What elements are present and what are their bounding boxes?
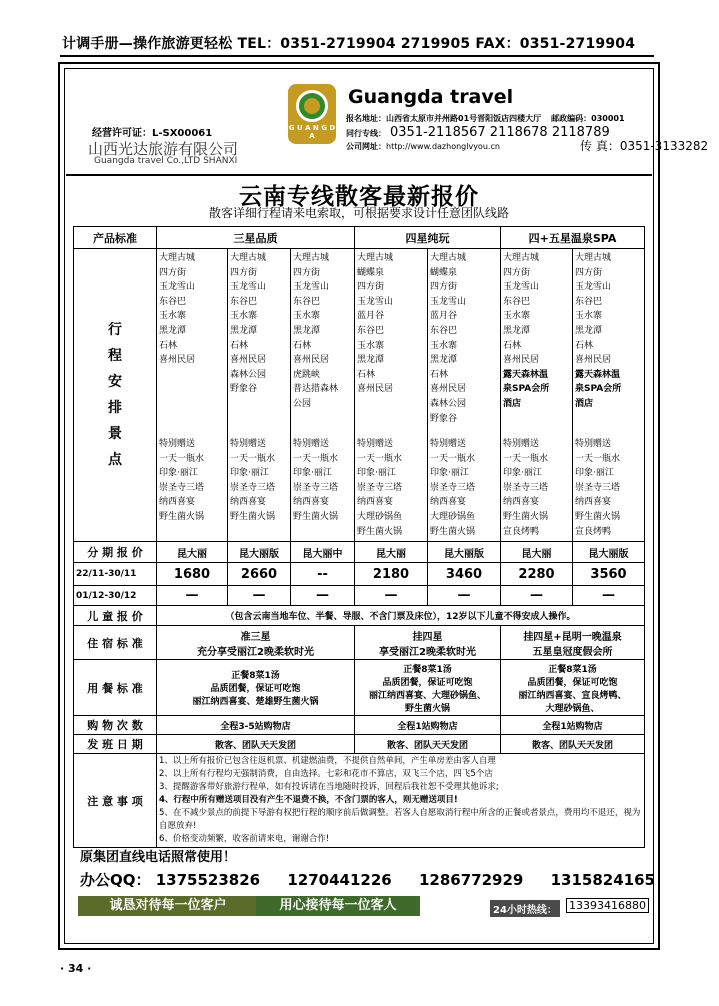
itinerary-extra: 野生菌火锅	[293, 511, 339, 522]
group-spa: 四+五星温泉SPA	[501, 227, 645, 249]
itinerary-spot: 东谷巴	[159, 296, 187, 307]
itinerary-extra: 印象·丽江	[159, 468, 198, 479]
price-cell: —	[573, 586, 645, 606]
price-cell: —	[501, 586, 573, 606]
company-header	[66, 70, 709, 178]
fenqi-label: 分 期 报 价	[74, 542, 157, 563]
hotline-number: 13393416880	[566, 898, 649, 913]
itinerary-cell	[228, 249, 291, 542]
table-row	[74, 660, 645, 716]
itinerary-spot: 玉水寨	[430, 340, 458, 351]
top-banner: 计调手册—操作旅游更轻松 TEL：0351-2719904 2719905 FAX：0351-2719904	[62, 36, 636, 52]
itinerary-spot: 蝴蝶泉	[430, 267, 458, 278]
shop-cell: 全程1站购物店	[355, 716, 501, 735]
itinerary-spot-highlight: 酒店	[575, 398, 594, 409]
itinerary-extra: 一天一瓶水	[503, 453, 549, 464]
price-table	[73, 226, 645, 848]
itinerary-extra: 一天一瓶水	[159, 453, 205, 464]
license-number: 经营许可证：L-SX00061	[92, 128, 213, 139]
hotline-notice: 原集团直线电话照常使用！	[80, 850, 237, 865]
itinerary-spot: 四方街	[575, 267, 603, 278]
company-url[interactable]: http://www.dazhonglvyou.cn	[386, 142, 500, 151]
itinerary-spot: 玉龙雪山	[430, 296, 467, 307]
itinerary-spot: 大理古城	[293, 253, 330, 263]
itinerary-extra: 特别赠送	[293, 439, 330, 449]
date-cell: 01/12-30/12	[74, 586, 157, 606]
itinerary-spot: 大理古城	[575, 253, 612, 263]
itinerary-spot: 玉龙雪山	[230, 282, 267, 293]
itinerary-spot: 森林公园	[230, 369, 267, 380]
itinerary-extra: 纳西喜宴	[575, 497, 612, 508]
price-cell: —	[355, 586, 428, 606]
qq-number: 1286772929	[418, 871, 524, 889]
shop-label: 购 物 次 数	[74, 716, 157, 735]
itinerary-spot: 四方街	[357, 282, 385, 293]
itinerary-label: 行 程 安 排 景 点	[74, 249, 157, 542]
table-row	[74, 563, 645, 586]
itinerary-spot: 玉水寨	[357, 340, 385, 351]
itinerary-extra: 崇圣寺三塔	[159, 482, 205, 493]
hotel-label: 住 宿 标 准	[74, 626, 157, 660]
itinerary-spot: 蓝月谷	[357, 311, 385, 322]
itinerary-spot: 黑龙潭	[503, 325, 531, 336]
itinerary-extra: 印象·丽江	[357, 468, 396, 479]
meal-label: 用 餐 标 准	[74, 660, 157, 716]
itinerary-spot: 玉水寨	[230, 311, 258, 322]
depart-cell: 散客、团队天天发团	[157, 735, 355, 754]
itinerary-cell	[501, 249, 573, 542]
price-cell: —	[157, 586, 228, 606]
itinerary-extra: 崇圣寺三塔	[293, 482, 339, 493]
table-row	[74, 626, 645, 660]
table-row	[74, 716, 645, 735]
city-cell: 昆大丽	[501, 542, 573, 563]
hotline-label: 24小时热线：	[490, 900, 560, 917]
slogan-bar	[78, 894, 648, 920]
itinerary-spots	[503, 251, 570, 437]
itinerary-extra: 印象·丽江	[503, 468, 542, 479]
hotel-cell: 挂四星+昆明一晚温泉 五星皇冠度假会所	[501, 626, 645, 660]
itinerary-spot: 黑龙潭	[357, 355, 385, 366]
itinerary-spot: 四方街	[293, 267, 321, 278]
itinerary-extra: 特别赠送	[230, 439, 267, 449]
itinerary-spot: 蓝月谷	[430, 311, 458, 322]
itinerary-spot: 玉水寨	[503, 311, 531, 322]
itinerary-spot: 大理古城	[230, 253, 267, 263]
itinerary-cell	[157, 249, 228, 542]
itinerary-spots	[293, 251, 352, 437]
depart-label: 发 班 日 期	[74, 735, 157, 754]
itinerary-spot: 野象谷	[430, 413, 458, 424]
itinerary-cell	[291, 249, 355, 542]
itinerary-extra: 野生菌火锅	[357, 526, 403, 537]
itinerary-spot: 喜州民居	[357, 384, 394, 395]
itinerary-spot: 四方街	[430, 282, 458, 293]
itinerary-extra: 崇圣寺三塔	[503, 482, 549, 493]
qq-number: 1315824165	[550, 871, 655, 889]
itinerary-row	[74, 249, 645, 542]
child-label: 儿 童 报 价	[74, 606, 157, 626]
company-tel: 同行专线： 0351-2118567 2118678 2118789	[346, 125, 610, 140]
itinerary-spot: 东谷巴	[430, 325, 458, 336]
company-web: 公司网址：http://www.dazhonglvyou.cn 传 真：0351-3133282	[346, 139, 709, 153]
table-row	[74, 227, 645, 249]
shop-cell: 全程1站购物店	[501, 716, 645, 735]
itinerary-extra: 崇圣寺三塔	[430, 482, 476, 493]
top-rule	[60, 55, 654, 57]
qq-line	[80, 869, 677, 890]
brand-name: Guangda travel	[348, 86, 514, 108]
itinerary-spot: 石林	[159, 340, 178, 351]
itinerary-spot: 黑龙潭	[230, 325, 258, 336]
itinerary-extra: 一天一瓶水	[357, 453, 403, 464]
itinerary-extra: 宣良烤鸭	[575, 526, 612, 537]
city-cell: 昆大丽中	[291, 542, 355, 563]
itinerary-spot: 喜州民居	[503, 355, 540, 366]
itinerary-extra: 纳西喜宴	[230, 497, 267, 508]
itinerary-spots	[357, 251, 425, 437]
company-fax: 传 真：0351-3133282	[580, 139, 709, 153]
city-cell: 昆大丽版	[228, 542, 291, 563]
itinerary-spot: 喜州民居	[430, 384, 467, 395]
itinerary-extra: 特别赠送	[503, 439, 540, 449]
itinerary-spot: 玉龙雪山	[503, 282, 540, 293]
itinerary-spots	[230, 251, 288, 437]
itinerary-cell	[355, 249, 428, 542]
itinerary-spot: 玉龙雪山	[575, 282, 612, 293]
page-number: · 34 ·	[60, 962, 92, 975]
itinerary-spot: 东谷巴	[230, 296, 258, 307]
itinerary-spot: 东谷巴	[575, 296, 603, 307]
notes-label: 注 意 事 项	[74, 754, 157, 848]
qq-number: 1375523826	[155, 871, 261, 889]
price-cell: —	[291, 586, 355, 606]
itinerary-spot: 野象谷	[230, 384, 258, 395]
itinerary-extra: 野生菌火锅	[159, 511, 205, 522]
itinerary-extra: 纳西喜宴	[357, 497, 394, 508]
itinerary-spot-highlight: 泉SPA会所	[575, 384, 622, 395]
table-row	[74, 754, 645, 848]
itinerary-spot: 石林	[230, 340, 249, 351]
price-cell: —	[228, 586, 291, 606]
hotel-cell: 挂四星 享受丽江2晚柔软时光	[355, 626, 501, 660]
itinerary-extra: 大理砂锅鱼	[430, 511, 476, 522]
itinerary-extra: 印象·丽江	[293, 468, 332, 479]
itinerary-spot: 喜州民居	[575, 355, 612, 366]
child-text: （包含云南当地车位、半餐、导服、不含门票及床位），12岁以下儿童不得安成人操作。	[157, 606, 645, 626]
shop-cell: 全程3-5站购物店	[157, 716, 355, 735]
header-rule	[66, 174, 652, 176]
itinerary-extra: 特别赠送	[357, 439, 394, 449]
page-subtitle: 散客详细行程请来电索取，可根据要求设计任意团队线路	[208, 206, 509, 220]
hotel-cell: 准三星 充分享受丽江2晚柔软时光	[157, 626, 355, 660]
notes-cell: 1、以上所有报价已包含往返机票、机建燃油费，不提供自然单间，产生单房差由客人自理 2、以上所有行程均无强制消费，自由选择。七彩和花市不算店，双飞三个店，四飞5个店 3、提醒游客带好旅游行程单，如有投诉请在当地随时投诉，回程后我社恕不受理其他诉求; 4、行程中所有赠送项目没有产生不退费不换，不含门票的客人，则无赠送项目! 5、在不减少景点的前提下导游有权把行程的顺序前后做调整。若客人自愿取消行程中所含的正餐或者景点，费用均不退还，视为自愿放弃! 6、价格变动频繁，收客前请来电，谢谢合作!	[157, 754, 645, 848]
itinerary-extra: 一天一瓶水	[230, 453, 276, 464]
itinerary-spots	[159, 251, 225, 437]
itinerary-spot: 大理古城	[503, 253, 540, 263]
table-row	[74, 542, 645, 563]
itinerary-spot: 虎跳峡	[293, 369, 321, 380]
itinerary-spot: 玉水寨	[293, 311, 321, 322]
itinerary-spot-highlight: 酒店	[503, 398, 522, 409]
itinerary-extra: 纳西喜宴	[159, 497, 196, 508]
itinerary-spot: 东谷巴	[503, 296, 531, 307]
itinerary-spot: 东谷巴	[357, 325, 385, 336]
date-cell: 22/11-30/11	[74, 563, 157, 586]
itinerary-spot: 大理古城	[430, 253, 467, 263]
itinerary-extra: 一天一瓶水	[575, 453, 621, 464]
qq-number: 1270441226	[287, 871, 392, 889]
guangda-logo-icon	[288, 84, 336, 144]
table-row	[74, 586, 645, 606]
itinerary-spot: 石林	[430, 369, 449, 380]
group-4star: 四星纯玩	[355, 227, 501, 249]
itinerary-spot: 黑龙潭	[575, 325, 603, 336]
itinerary-spot: 黑龙潭	[293, 325, 321, 336]
itinerary-extra: 特别赠送	[159, 439, 196, 449]
itinerary-spot: 石林	[293, 340, 312, 351]
itinerary-extra: 纳西喜宴	[503, 497, 540, 508]
itinerary-spot: 大理古城	[159, 253, 196, 263]
itinerary-spot: 石林	[575, 340, 594, 351]
price-cell: --	[291, 563, 355, 586]
city-cell: 昆大丽	[157, 542, 228, 563]
itinerary-extra: 一天一瓶水	[293, 453, 339, 464]
itinerary-spot: 石林	[357, 369, 376, 380]
itinerary-extra: 大理砂锅鱼	[357, 511, 403, 522]
itinerary-extra: 崇圣寺三塔	[357, 482, 403, 493]
itinerary-spot-highlight: 露天森林温	[503, 369, 549, 380]
itinerary-spot: 大理古城	[357, 253, 394, 263]
price-cell: 1680	[157, 563, 228, 586]
itinerary-spot: 公园	[293, 398, 312, 409]
itinerary-extra: 野生菌火锅	[430, 526, 476, 537]
itinerary-spot: 石林	[503, 340, 522, 351]
itinerary-spot: 喜州民居	[159, 355, 196, 366]
itinerary-extra: 印象·丽江	[230, 468, 269, 479]
depart-cell: 散客、团队天天发团	[355, 735, 501, 754]
itinerary-spot: 普达措森林	[293, 384, 339, 395]
itinerary-spot: 四方街	[159, 267, 187, 278]
city-cell: 昆大丽	[355, 542, 428, 563]
itinerary-extra: 一天一瓶水	[430, 453, 476, 464]
itinerary-extra: 野生菌火锅	[575, 511, 621, 522]
itinerary-spots	[575, 251, 642, 437]
table-row	[74, 735, 645, 754]
qq-label: 办公QQ：	[80, 871, 151, 889]
itinerary-spot: 森林公园	[430, 398, 467, 409]
itinerary-spot: 玉水寨	[575, 311, 603, 322]
itinerary-spot: 东谷巴	[293, 296, 321, 307]
itinerary-spot: 黑龙潭	[159, 325, 187, 336]
group-3star: 三星品质	[157, 227, 355, 249]
itinerary-spot-highlight: 泉SPA会所	[503, 384, 550, 395]
meal-cell: 正餐8菜1汤 品质团餐，保证可吃饱 丽江纳西喜宴、楚雄野生菌火锅	[157, 660, 355, 716]
price-cell: —	[428, 586, 501, 606]
itinerary-cell	[573, 249, 645, 542]
itinerary-spot: 玉龙雪山	[159, 282, 196, 293]
itinerary-extra: 宣良烤鸭	[503, 526, 540, 537]
meal-cell: 正餐8菜1汤 品质团餐，保证可吃饱 丽江纳西喜宴、大理砂锅鱼、 野生菌火锅	[355, 660, 501, 716]
itinerary-extra: 野生菌火锅	[503, 511, 549, 522]
city-cell: 昆大丽版	[573, 542, 645, 563]
city-cell: 昆大丽版	[428, 542, 501, 563]
product-label: 产品标准	[74, 227, 157, 249]
itinerary-extra: 印象·丽江	[430, 468, 469, 479]
logo-text: G U A N G D A	[288, 124, 336, 140]
itinerary-spot: 玉龙雪山	[357, 296, 394, 307]
price-cell: 3560	[573, 563, 645, 586]
price-cell: 2280	[501, 563, 573, 586]
itinerary-spot: 四方街	[503, 267, 531, 278]
price-cell: 2660	[228, 563, 291, 586]
itinerary-extra: 特别赠送	[430, 439, 467, 449]
price-cell: 3460	[428, 563, 501, 586]
itinerary-spot: 喜州民居	[230, 355, 267, 366]
itinerary-spot: 玉水寨	[159, 311, 187, 322]
itinerary-extra: 崇圣寺三塔	[230, 482, 276, 493]
slogan-2: 用心接待每一位客人	[256, 896, 420, 916]
itinerary-spot: 四方街	[230, 267, 258, 278]
itinerary-extra: 野生菌火锅	[230, 511, 276, 522]
itinerary-spot: 蝴蝶泉	[357, 267, 385, 278]
itinerary-cell	[428, 249, 501, 542]
itinerary-extra: 纳西喜宴	[293, 497, 330, 508]
itinerary-extra: 特别赠送	[575, 439, 612, 449]
slogan-1: 诚恳对待每一位客户	[78, 896, 258, 916]
itinerary-spot: 喜州民居	[293, 355, 330, 366]
itinerary-extra: 印象·丽江	[575, 468, 614, 479]
itinerary-extra: 纳西喜宴	[430, 497, 467, 508]
table-row	[74, 606, 645, 626]
company-name-cn: 山西光达旅游有限公司	[88, 140, 239, 158]
itinerary-spots	[430, 251, 498, 437]
depart-cell: 散客、团队天天发团	[501, 735, 645, 754]
page-title: 云南专线散客最新报价	[239, 183, 479, 210]
company-address: 报名地址：山西省太原市并州路01号晋阳饭店四楼大厅 邮政编码：030001	[346, 114, 625, 123]
company-name-en: Guangda travel Co.,LTD SHANXI	[94, 156, 238, 166]
itinerary-extra: 崇圣寺三塔	[575, 482, 621, 493]
price-cell: 2180	[355, 563, 428, 586]
itinerary-spot: 黑龙潭	[430, 355, 458, 366]
meal-cell: 正餐8菜1汤 品质团餐，保证可吃饱 丽江纳西喜宴、宣良烤鸭、 大理砂锅鱼、	[501, 660, 645, 716]
itinerary-spot-highlight: 露天森林温	[575, 369, 621, 380]
itinerary-spot: 玉龙雪山	[293, 282, 330, 293]
